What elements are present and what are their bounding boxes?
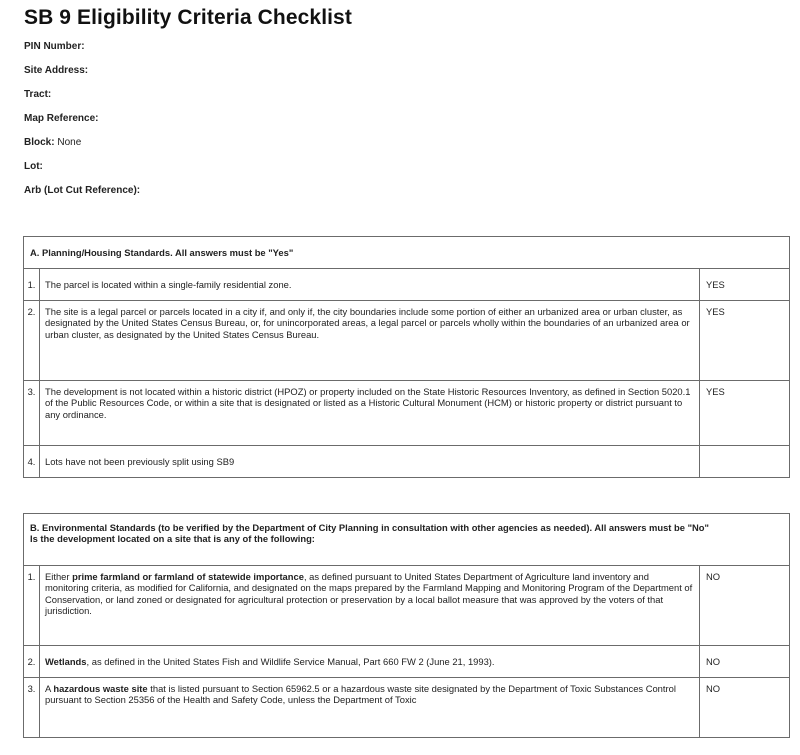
field-tract [24,89,51,101]
field-site-address [24,65,88,77]
row-number: 3. [24,381,40,446]
row-number: 2. [24,301,40,381]
field-label: PIN Number: [24,41,85,52]
row-number: 4. [24,446,40,478]
table-header-row [24,237,790,269]
row-answer: YES [700,381,790,446]
section-b-header [24,514,790,566]
row-criterion-text [40,678,700,738]
row-answer: YES [700,301,790,381]
field-value: None [57,137,82,148]
field-label: Lot: [24,161,43,172]
row-number: 1. [24,566,40,646]
row-criterion-text [40,566,700,646]
field-map-reference [24,113,98,125]
field-block [24,137,81,149]
row-answer: NO [700,566,790,646]
criterion-keyword: prime farmland or farmland of statewide importance [72,571,304,582]
field-label: Arb (Lot Cut Reference): [24,185,141,196]
row-answer: YES [700,269,790,301]
field-label: Site Address: [24,65,89,76]
field-pin-number [24,41,85,53]
page-title: SB 9 Eligibility Criteria Checklist [24,6,352,29]
table-row [24,269,790,301]
row-number: 2. [24,646,40,678]
field-lot [24,161,43,173]
row-criterion-text: The development is not located within a historic district (HPOZ) or property included on the State Historic Resources Inventory, as defined in Section 5020.1 of the Public Resources Code, or within a site that is designated or listed as a Historic Cultural Monument (HCM) or historic property or district pursuant to any ordinance. [40,381,700,446]
table-row [24,381,790,446]
field-arb [24,185,140,197]
row-answer: NO [700,678,790,738]
environmental-standards-table [23,513,790,738]
field-label: Block: [24,137,55,148]
table-row [24,678,790,738]
table-row [24,646,790,678]
row-criterion-text: The parcel is located within a single-family residential zone. [40,269,700,301]
table-row [24,301,790,381]
section-b-header-title: B. Environmental Standards (to be verified by the Department of City Planning in consultation with other agencies as needed). All answers must be "No" [30,522,709,533]
criterion-text-rest: , as defined in the United States Fish and Wildlife Service Manual, Part 660 FW 2 (June 21, 1993). [86,655,495,667]
criterion-keyword: Wetlands [45,655,87,667]
row-number: 1. [24,269,40,301]
field-label: Tract: [24,89,52,100]
row-criterion-text: The site is a legal parcel or parcels located in a city if, and only if, the city boundaries include some portion of either an urbanized area or urban cluster, as designated by the United States Census Bureau, or, for unincorporated areas, a legal parcel or parcels wholly within the boundaries of an urbanized area or urban cluster, as designated by the United States Census Bureau. [40,301,700,381]
table-row [24,566,790,646]
field-label: Map Reference: [24,113,99,124]
planning-standards-table [23,236,790,478]
criterion-text-rest: that is listed pursuant to Section 65962.5 or a hazardous waste site designated by the Department of Toxic Substances Control pursuant to Section 25356 of the Health and Safety Code, unless the Department of Toxic [45,683,676,706]
row-answer: NO [700,646,790,678]
table-row [24,446,790,478]
criterion-text-lead: Either [45,571,73,582]
row-criterion-text [40,646,700,678]
criterion-text-lead: A [45,683,54,694]
criterion-text-rest: , as defined pursuant to United States Department of Agriculture land inventory and monitoring criteria, as modified for California, and designated on the maps prepared by the Farmland Mapping and Monitoring Program of the Department of Conservation, or land zoned or designated for agricultural protection or preservation by a local ballot measure that was approved by the voters of that jurisdiction. [45,571,693,616]
section-b-header-question: Is the development located on a site that is any of the following: [30,533,315,545]
section-a-header: A. Planning/Housing Standards. All answers must be "Yes" [24,237,790,269]
row-number: 3. [24,678,40,738]
criterion-keyword: hazardous waste site [53,683,148,694]
row-answer [700,446,790,478]
table-header-row [24,514,790,566]
row-criterion-text: Lots have not been previously split using SB9 [40,446,700,478]
